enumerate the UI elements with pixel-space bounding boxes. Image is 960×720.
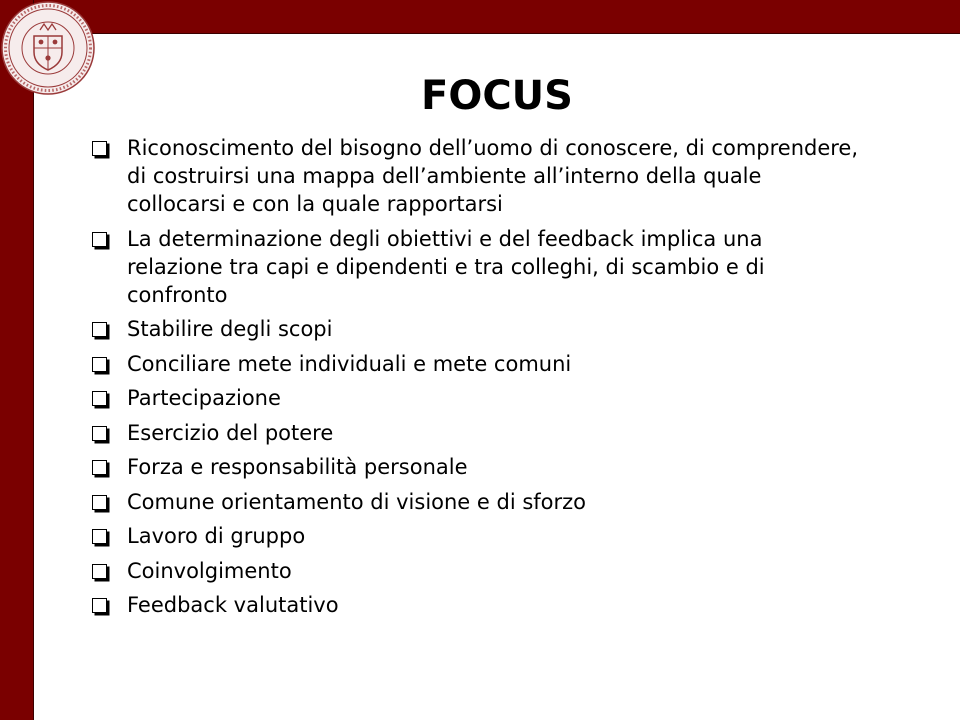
bullet-list (92, 134, 862, 626)
list-item (92, 419, 862, 447)
list-item-text: Forza e responsabilità personale (127, 455, 468, 479)
list-item (92, 488, 862, 516)
list-item (92, 522, 862, 550)
checkbox-bullet-icon (92, 141, 107, 156)
list-item-text: Riconoscimento del bisogno dell’uomo di conoscere, di comprendere, di costruirsi una mappa dell’ambiente all’interno della quale collocarsi e con la quale rapportarsi (127, 136, 859, 216)
list-item (92, 591, 862, 619)
list-item (92, 225, 862, 309)
list-item-text: Partecipazione (127, 386, 281, 410)
slide-title: FOCUS (421, 73, 573, 119)
checkbox-bullet-icon (92, 529, 107, 544)
checkbox-bullet-icon (92, 564, 107, 579)
checkbox-bullet-icon (92, 460, 107, 475)
checkbox-bullet-icon (92, 322, 107, 337)
list-item-text: Comune orientamento di visione e di sforzo (127, 489, 587, 514)
left-frame-bar (0, 0, 34, 720)
list-item (92, 350, 862, 378)
list-item (92, 384, 862, 412)
list-item-text: Conciliare mete individuali e mete comuni (127, 351, 572, 376)
checkbox-bullet-icon (92, 232, 107, 247)
checkbox-bullet-icon (92, 426, 107, 441)
checkbox-bullet-icon (92, 598, 107, 613)
checkbox-bullet-icon (92, 357, 107, 372)
list-item (92, 557, 862, 585)
list-item-text: Coinvolgimento (127, 558, 292, 583)
checkbox-bullet-icon (92, 495, 107, 510)
list-item-text: Esercizio del potere (127, 420, 334, 445)
list-item (92, 453, 862, 481)
top-frame-bar (0, 0, 960, 34)
list-item-text: La determinazione degli obiettivi e del feedback implica una relazione tra capi e dipendenti e tra colleghi, di scambio e di confronto (127, 226, 765, 307)
list-item-text: Stabilire degli scopi (127, 317, 333, 341)
checkbox-bullet-icon (92, 391, 107, 406)
list-item (92, 134, 862, 218)
list-item-text: Lavoro di gruppo (127, 524, 306, 548)
list-item-text: Feedback valutativo (127, 593, 339, 617)
list-item (92, 315, 862, 343)
